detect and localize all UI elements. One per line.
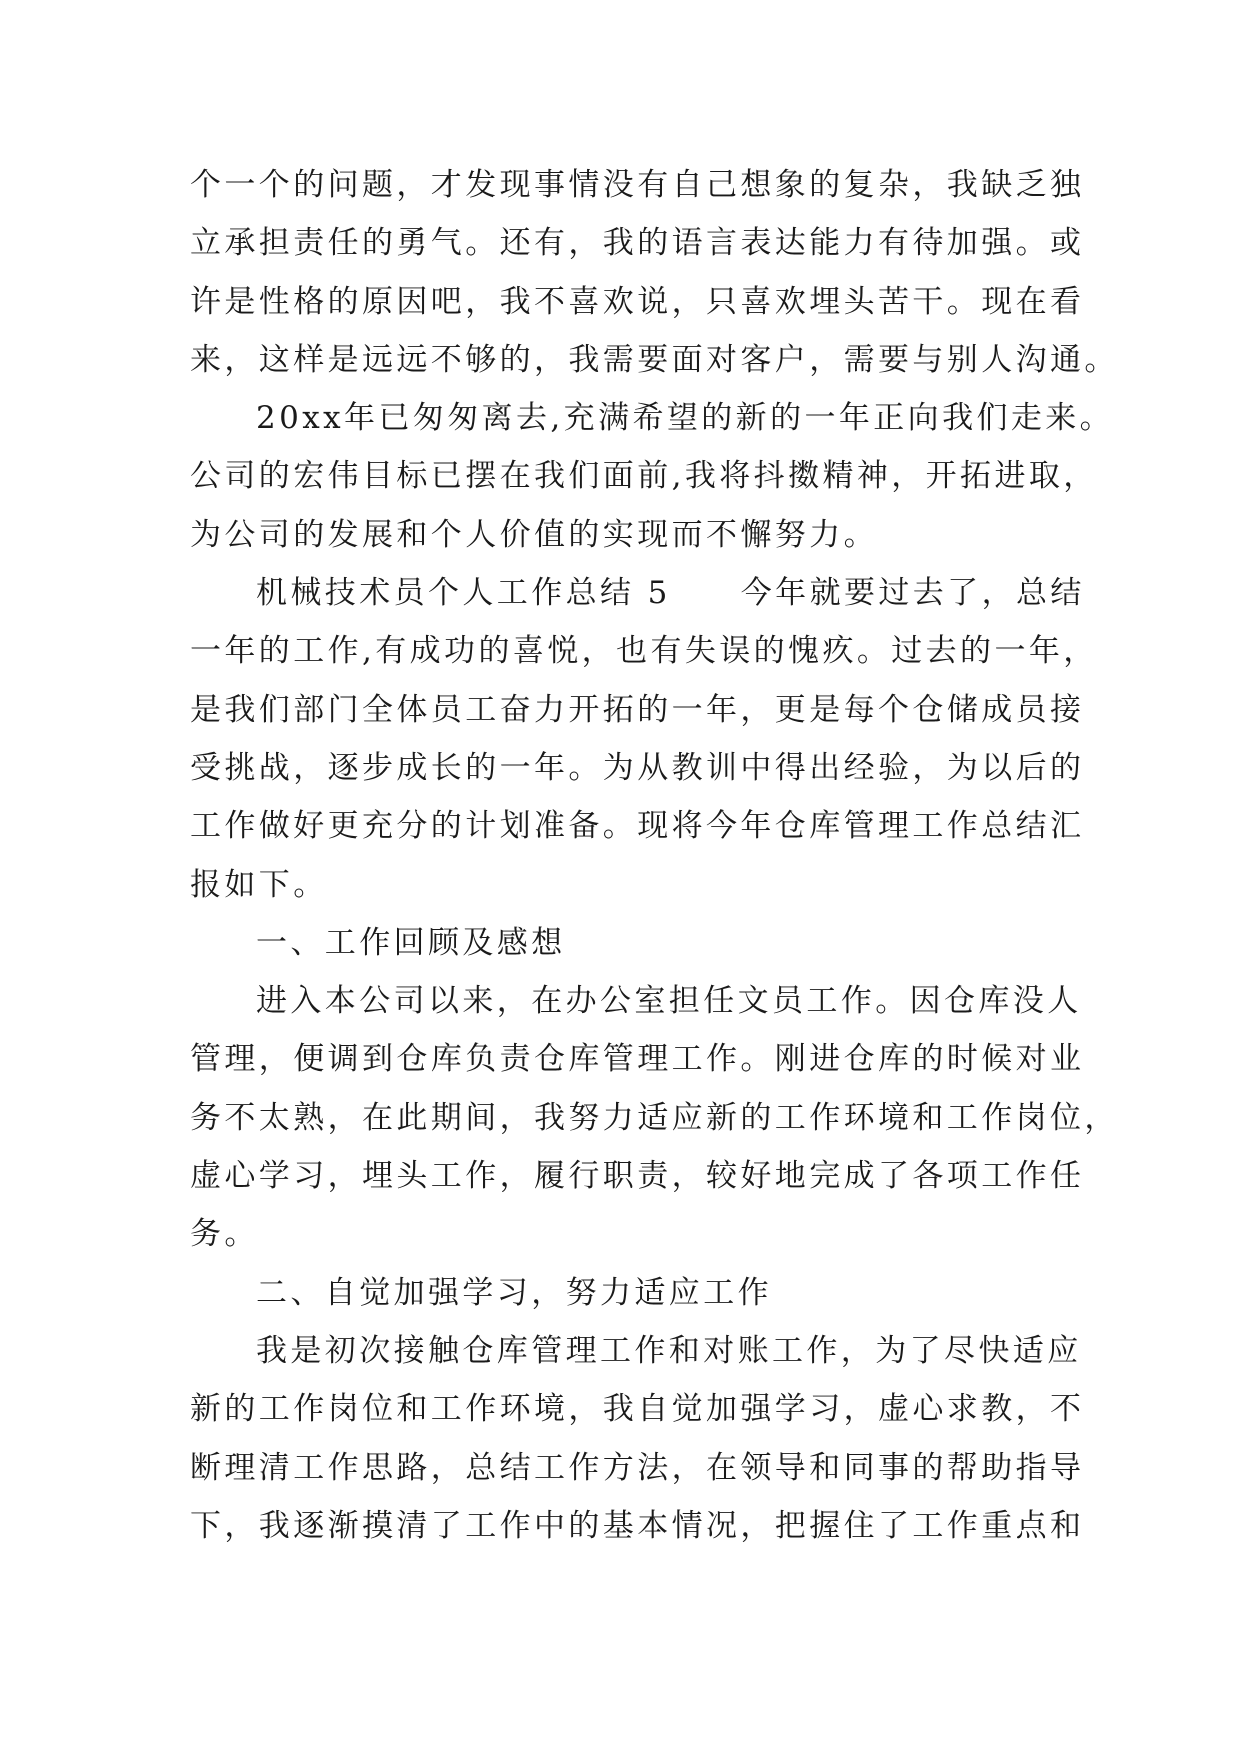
text-line: 断理清工作思路，总结工作方法，在领导和同事的帮助指导 (190, 1449, 1085, 1486)
text-line: 20xx年已匆匆离去,充满希望的新的一年正向我们走来。 (256, 400, 1115, 437)
subheading: 二、自觉加强学习，努力适应工作 (256, 1274, 772, 1311)
text-line: 进入本公司以来，在办公室担任文员工作。因仓库没人 (256, 983, 1082, 1020)
text-line: 管理，便调到仓库负责仓库管理工作。刚进仓库的时候对业 (190, 1041, 1085, 1078)
text-line: 是我们部门全体员工奋力开拓的一年，更是每个仓储成员接 (190, 691, 1085, 728)
section-title: 机械技术员个人工作总结 5 (256, 575, 671, 612)
paragraph-start: 今年就要过去了，总结 (740, 575, 1085, 612)
text-line: 许是性格的原因吧，我不喜欢说，只喜欢埋头苦干。现在看 (190, 283, 1085, 320)
document-body (190, 156, 1119, 1555)
text-line: 下，我逐渐摸清了工作中的基本情况，把握住了工作重点和 (190, 1507, 1085, 1544)
text-line: 虚心学习，埋头工作，履行职责，较好地完成了各项工作任 (190, 1158, 1085, 1195)
text-line: 新的工作岗位和工作环境，我自觉加强学习，虚心求教，不 (190, 1391, 1085, 1428)
text-line: 立承担责任的勇气。还有，我的语言表达能力有待加强。或 (190, 225, 1085, 262)
text-line: 我是初次接触仓库管理工作和对账工作，为了尽快适应 (256, 1332, 1082, 1369)
text-line: 一年的工作,有成功的喜悦，也有失误的愧疚。过去的一年， (190, 633, 1098, 670)
text-line: 公司的宏伟目标已摆在我们面前,我将抖擞精神，开拓进取， (190, 458, 1098, 495)
text-line: 务。 (190, 1216, 259, 1253)
text-line: 务不太熟，在此期间，我努力适应新的工作环境和工作岗位， (190, 1099, 1119, 1136)
text-line: 工作做好更充分的计划准备。现将今年仓库管理工作总结汇 (190, 808, 1085, 845)
subheading: 一、工作回顾及感想 (256, 924, 566, 961)
text-line: 个一个的问题，才发现事情没有自己想象的复杂，我缺乏独 (190, 167, 1085, 203)
section-heading-line (190, 564, 1085, 622)
text-line: 受挑战，逐步成长的一年。为从教训中得出经验，为以后的 (190, 749, 1085, 786)
text-line: 为公司的发展和个人价值的实现而不懈努力。 (190, 516, 878, 553)
text-line: 报如下。 (190, 866, 328, 903)
text-line: 来，这样是远远不够的，我需要面对客户，需要与别人沟通。 (190, 341, 1119, 378)
